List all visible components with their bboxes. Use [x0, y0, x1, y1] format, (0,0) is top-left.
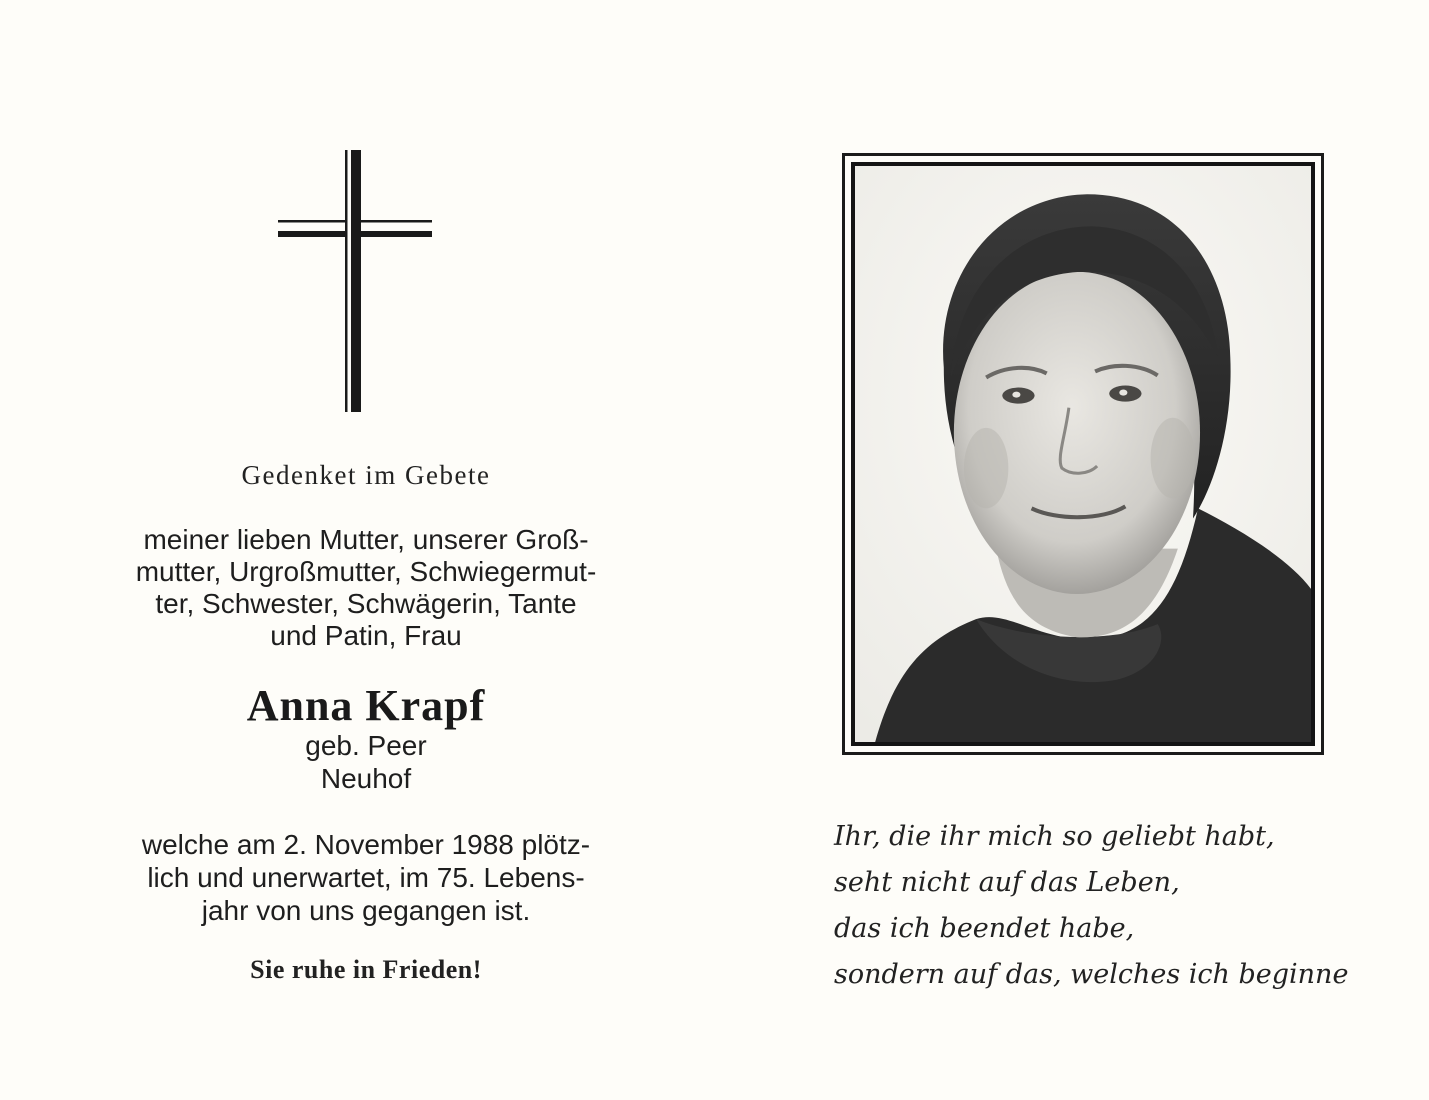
poem-line: das ich beendet habe, — [834, 913, 1135, 944]
maiden-name: geb. Peer — [305, 730, 427, 761]
intro-text — [108, 524, 624, 652]
portrait-photo — [855, 166, 1311, 742]
heading: Gedenket im Gebete — [241, 460, 491, 490]
intro-line: ter, Schwester, Schwägerin, Tante — [155, 588, 577, 619]
intro-line: meiner lieben Mutter, unserer Groß- — [143, 524, 589, 555]
cross-icon — [278, 150, 432, 412]
death-line: jahr von uns gegangen ist. — [201, 895, 531, 926]
poem-line: seht nicht auf das Leben, — [834, 867, 1180, 898]
death-line: welche am 2. November 1988 plötz- — [141, 829, 591, 860]
poem-line: Ihr, die ihr mich so geliebt habt, — [834, 821, 1275, 852]
intro-line: mutter, Urgroßmutter, Schwiegermut- — [135, 556, 597, 587]
place-name: Neuhof — [320, 763, 412, 794]
portrait-border — [851, 162, 1315, 746]
death-line: lich und unerwartet, im 75. Lebens- — [147, 862, 585, 893]
poem — [834, 814, 1394, 998]
death-notice — [108, 828, 624, 927]
portrait-frame — [842, 153, 1324, 755]
intro-line: und Patin, Frau — [270, 620, 462, 651]
closing-blessing: Sie ruhe in Frieden! — [250, 955, 482, 984]
deceased-name: Anna Krapf — [246, 681, 486, 730]
poem-line: sondern auf das, welches ich beginne — [834, 959, 1349, 990]
